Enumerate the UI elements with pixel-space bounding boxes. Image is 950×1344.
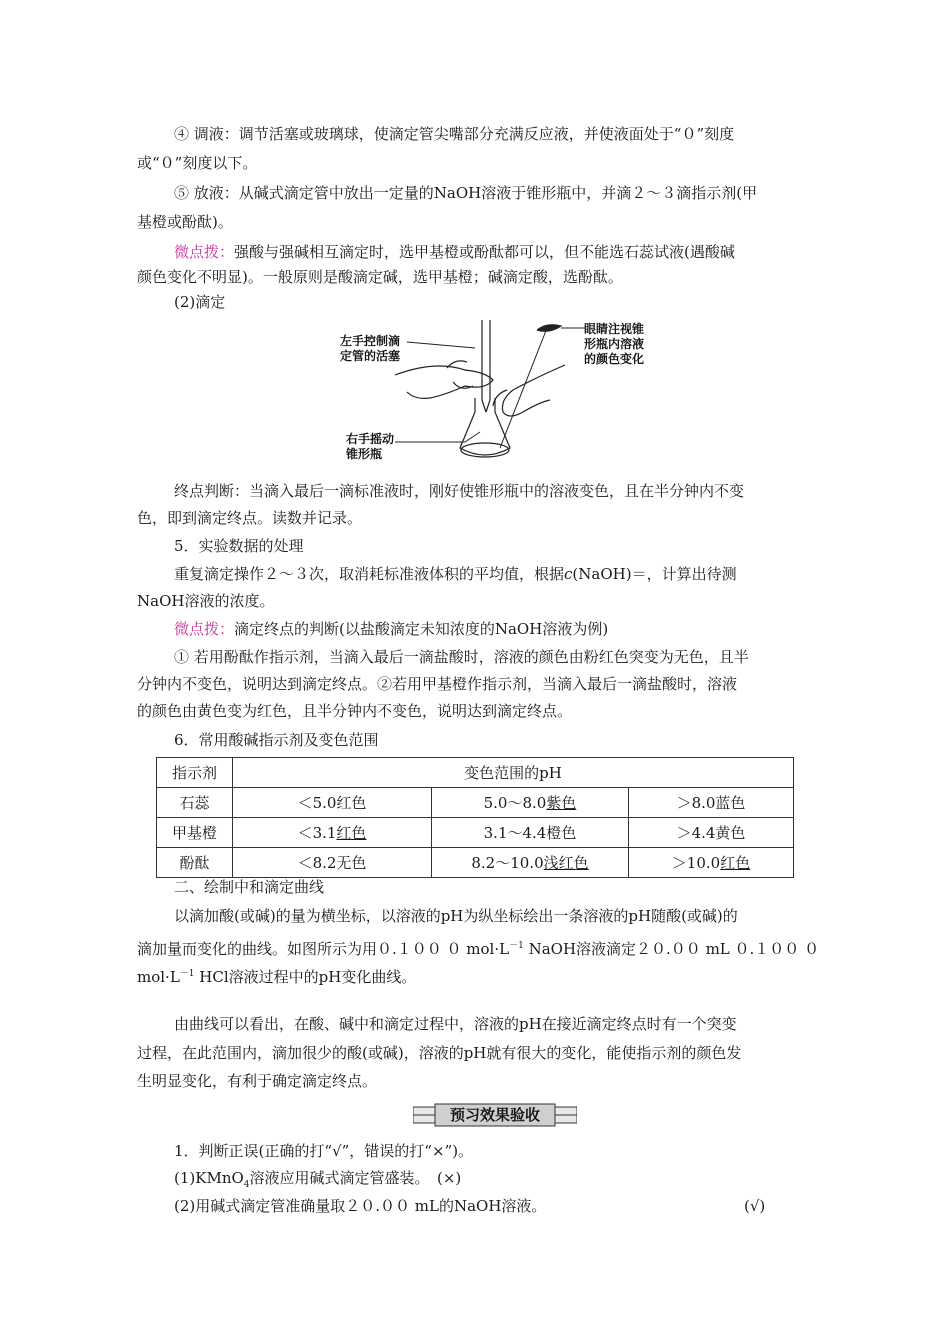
curve-text-a: 滴加量而变化的曲线。如图所示为用０.１００ ０ mol·L <box>137 940 510 958</box>
figure-label-right-line1: 眼睛注视锥 <box>584 322 645 336</box>
para-endpoint-line1: 终点判断：当滴入最后一滴标准液时，刚好使锥形瓶中的溶液变色，且在半分钟内不变 <box>174 482 745 500</box>
table-cell-base <box>629 788 794 818</box>
cell-text: ＞4.4黄色 <box>676 824 746 842</box>
table-header-row <box>157 758 794 788</box>
curve-sup-b: －1 <box>179 969 195 979</box>
question-1-2: (2)用碱式滴定管准确量取２０.００ mL的NaOH溶液。 <box>174 1197 547 1215</box>
figure-label-right-line3: 的颜色变化 <box>584 352 645 366</box>
figure-label-bottom-line2: 锥形瓶 <box>346 447 383 461</box>
figure-label-bottom-line1: 右手摇动 <box>346 432 395 446</box>
heading-indicators: 6．常用酸碱指示剂及变色范围 <box>174 731 379 749</box>
para-conclusion-line1: 由曲线可以看出，在酸、碱中和滴定过程中，溶液的pH在接近滴定终点时有一个突变 <box>174 1015 737 1033</box>
table-cell-base <box>629 848 794 878</box>
para-curve-line3 <box>137 964 416 987</box>
q1-1-sub: 4 <box>243 1180 250 1190</box>
cell-text: ＜5.0红色 <box>297 794 367 812</box>
table-cell-indicator: 酚酞 <box>157 848 233 878</box>
tip-line2: 颜色变化不明显)。一般原则是酸滴定碱，选甲基橙；碱滴定酸，选酚酞。 <box>137 268 623 286</box>
table-cell-acid <box>233 788 432 818</box>
cell-text: 3.1～4.4橙色 <box>483 824 577 842</box>
table-row <box>157 788 794 818</box>
table-header-cell: 指示剂 <box>157 758 233 788</box>
para-indicator-line2: 分钟内不变色，说明达到滴定终点。②若用甲基橙作指示剂，当滴入最后一滴盐酸时，溶液 <box>137 675 738 693</box>
cell-text-underlined: 红色 <box>720 854 751 872</box>
tip2-line <box>174 619 608 639</box>
curve-sup-a: －1 <box>509 941 524 951</box>
table-header-cell: 变色范围的pH <box>233 758 794 788</box>
para-indicator-line1: ① 若用酚酞作指示剂，当滴入最后一滴盐酸时，溶液的颜色由粉红色突变为无色，且半 <box>174 648 749 666</box>
tip-text: 强酸与强碱相互滴定时，选甲基橙或酚酞都可以，但不能选石蕊试液(遇酸碱 <box>234 243 735 261</box>
table-cell-range <box>432 788 629 818</box>
para-curve-line2 <box>137 936 819 959</box>
figure-label-left-hand <box>340 334 400 364</box>
table-cell-indicator: 石蕊 <box>157 788 233 818</box>
subheading-titration: (2)滴定 <box>174 293 226 311</box>
para-curve-line1: 以滴加酸(或碱)的量为横坐标，以溶液的pH为纵坐标绘出一条溶液的pH随酸(或碱)的 <box>174 907 738 925</box>
cell-text-underlined: 紫色 <box>546 794 577 812</box>
table-row <box>157 848 794 878</box>
calc-c-symbol: c <box>564 565 573 583</box>
table-cell-range <box>432 848 629 878</box>
tip-line1 <box>174 242 735 262</box>
table-cell-acid <box>233 848 432 878</box>
cell-text-underlined: 红色 <box>336 824 367 842</box>
question-1-2-answer: (√) <box>744 1197 766 1215</box>
table-cell-indicator: 甲基橙 <box>157 818 233 848</box>
para-adjust-liquid-line2: 或“０”刻度以下。 <box>137 154 258 172</box>
q1-1-text-b: 溶液应用碱式滴定管盛装。 (×) <box>249 1169 462 1187</box>
para-conclusion-line3: 生明显变化，有利于确定滴定终点。 <box>137 1072 378 1090</box>
para-release-line2: 基橙或酚酞)。 <box>137 213 233 231</box>
question-1: 1．判断正误(正确的打“√”，错误的打“×”)。 <box>174 1142 474 1160</box>
table-cell-acid <box>233 818 432 848</box>
question-1-1 <box>174 1168 461 1195</box>
curve-text-c: mol·L <box>137 968 180 986</box>
cell-text: 8.2～10.0 <box>471 854 544 872</box>
cell-text: 5.0～8.0 <box>483 794 547 812</box>
para-calc-line1 <box>174 564 737 584</box>
figure-label-left-line2: 定管的活塞 <box>340 349 401 363</box>
figure-label-eyes <box>584 322 644 367</box>
indicator-table <box>156 757 794 878</box>
table-row <box>157 818 794 848</box>
para-indicator-line3: 的颜色由黄色变为红色，且半分钟内不变色，说明达到滴定终点。 <box>137 702 573 720</box>
q1-1-text-a: (1)KMnO <box>174 1169 244 1187</box>
heading-titration-curve: 二、绘制中和滴定曲线 <box>174 878 325 896</box>
para-calc-line2: NaOH溶液的浓度。 <box>137 592 275 610</box>
para-conclusion-line2: 过程，在此范围内，滴加很少的酸(或碱)，溶液的pH就有很大的变化，能使指示剂的颜色发 <box>137 1044 742 1062</box>
calc-text-post: (NaOH)＝，计算出待测 <box>572 565 737 583</box>
cell-text-underlined: 浅红色 <box>543 854 589 872</box>
heading-data-processing: 5．实验数据的处理 <box>174 537 304 555</box>
cell-text: ＞10.0 <box>671 854 721 872</box>
figure-label-left-line1: 左手控制滴 <box>340 334 401 348</box>
tip-label: 微点拨： <box>174 243 235 261</box>
figure-label-right-line2: 形瓶内溶液 <box>584 337 645 351</box>
section-badge-title: 预习效果验收 <box>449 1106 540 1124</box>
cell-text: ＞8.0蓝色 <box>676 794 746 812</box>
curve-text-b: NaOH溶液滴定２０.００ mL ０.１００ ０ <box>523 940 820 958</box>
calc-text-pre: 重复滴定操作２～３次，取消耗标准液体积的平均值，根据 <box>174 565 565 583</box>
tip2-text: 滴定终点的判断(以盐酸滴定未知浓度的NaOH溶液为例) <box>234 620 609 638</box>
figure-label-right-hand <box>346 432 394 462</box>
table-cell-range <box>432 818 629 848</box>
curve-text-d: HCl溶液过程中的pH变化曲线。 <box>194 968 417 986</box>
para-adjust-liquid-line1: ④ 调液：调节活塞或玻璃球，使滴定管尖嘴部分充满反应液，并使液面处于“０”刻度 <box>174 125 735 143</box>
cell-text: ＜8.2无色 <box>297 854 367 872</box>
cell-text: ＜3.1 <box>297 824 337 842</box>
table-cell-base <box>629 818 794 848</box>
tip2-label: 微点拨： <box>174 620 235 638</box>
para-release-line1: ⑤ 放液：从碱式滴定管中放出一定量的NaOH溶液于锥形瓶中，并滴２～３滴指示剂(甲 <box>174 184 758 202</box>
para-endpoint-line2: 色，即到滴定终点。读数并记录。 <box>137 509 363 527</box>
